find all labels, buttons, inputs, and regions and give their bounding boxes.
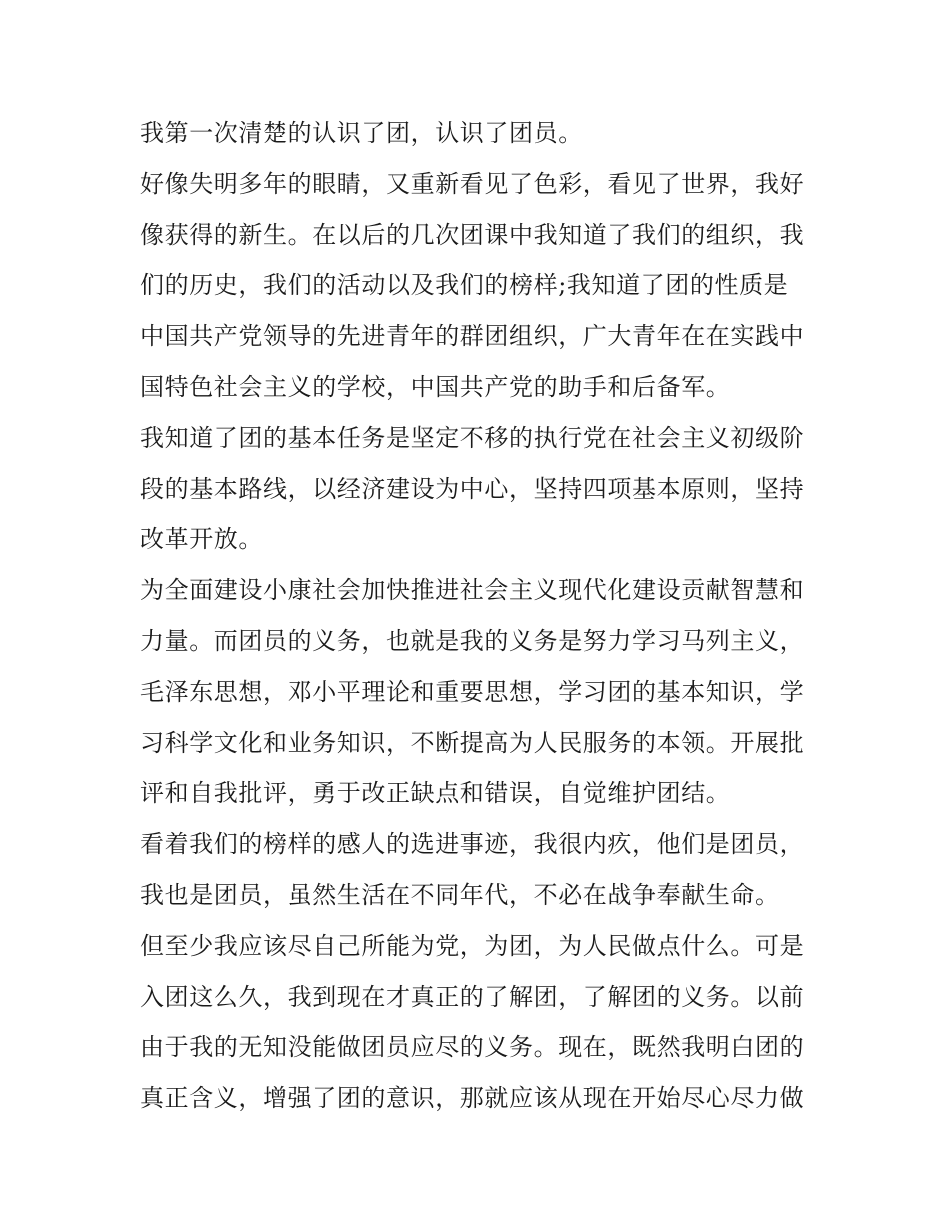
- text-line: 评和自我批评，勇于改正缺点和错误，自觉维护团结。: [140, 779, 731, 808]
- text-line: 我知道了团的基本任务是坚定不移的执行党在社会主义初级阶: [140, 423, 805, 452]
- text-line: 力量。而团员的义务，也就是我的义务是努力学习马列主义，: [140, 626, 805, 655]
- text-line: 好像失明多年的眼睛，又重新看见了色彩，看见了世界，我好: [140, 169, 805, 198]
- text-line: 像获得的新生。在以后的几次团课中我知道了我们的组织，我: [140, 220, 805, 249]
- text-line: 们的历史，我们的活动以及我们的榜样;我知道了团的性质是: [140, 271, 789, 300]
- text-line: 看着我们的榜样的感人的选进事迹，我很内疚，他们是团员，: [140, 830, 805, 859]
- text-line: 我也是团员，虽然生活在不同年代，不必在战争奉献生命。: [140, 880, 780, 909]
- text-line: 真正含义，增强了团的意识，那就应该从现在开始尽心尽力做: [140, 1084, 805, 1113]
- text-line: 但至少我应该尽自己所能为党，为团，为人民做点什么。可是: [140, 931, 805, 960]
- text-line: 习科学文化和业务知识，不断提高为人民服务的本领。开展批: [140, 728, 805, 757]
- text-line: 毛泽东思想，邓小平理论和重要思想，学习团的基本知识，学: [140, 677, 805, 706]
- body-text: [140, 108, 820, 1124]
- text-line: 段的基本路线，以经济建设为中心，坚持四项基本原则，坚持: [140, 474, 805, 503]
- text-line: 入团这么久，我到现在才真正的了解团，了解团的义务。以前: [140, 982, 805, 1011]
- text-line: 为全面建设小康社会加快推进社会主义现代化建设贡献智慧和: [140, 576, 805, 605]
- text-line: 我第一次清楚的认识了团，认识了团员。: [140, 119, 583, 147]
- text-line: 由于我的无知没能做团员应尽的义务。现在，既然我明白团的: [140, 1033, 805, 1062]
- text-line: 中国共产党领导的先进青年的群团组织，广大青年在在实践中: [140, 322, 805, 351]
- text-line: 改革开放。: [140, 525, 263, 554]
- text-line: 国特色社会主义的学校，中国共产党的助手和后备军。: [140, 372, 731, 401]
